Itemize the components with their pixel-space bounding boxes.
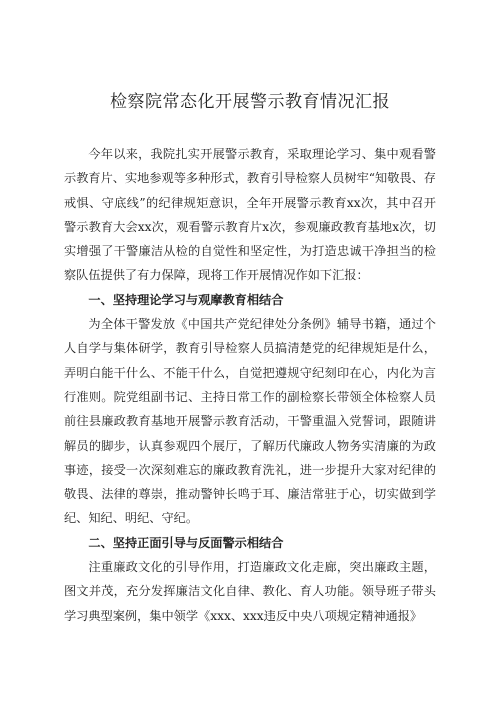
document-title: 检察院常态化开展警示教育情况汇报 bbox=[110, 92, 390, 112]
section-paragraph-2: 注重廉政文化的引导作用，打造廉政文化走廊，突出廉政主题，图文并茂，充分发挥廉洁文化自律、教化、育人功能。领导班子带头学习典型案例，集中领学《xxx、xxx违反中央八项规定精神通报》 bbox=[64, 560, 436, 623]
intro-paragraph: 今年以来，我院扎实开展警示教育，采取理论学习、集中观看警示教育片、实地参观等多种形式，教育引导检察人员树牢“知敬畏、存戒惧、守底线”的纪律规矩意识，全年开展警示教育xx次，其中召开警示教育大会xx次，观看警示教育片x次，参观廉政教育基地x次，切实增强了干警廉洁从检的自觉性和坚定性，为打造忠诚干净担当的检察队伍提供了有力保障，现将工作开展情况作如下汇报： bbox=[64, 147, 436, 283]
section-heading-1: 一、坚持理论学习与观摩教育相结合 bbox=[88, 292, 284, 307]
section-paragraph-1: 为全体干警发放《中国共产党纪律处分条例》辅导书籍，通过个人自学与集体研学，教育引导检察人员搞清楚党的纪律规矩是什么，弄明白能干什么、不能干什么，自觉把遵规守纪刻印在心，内化为言行准则。院党组副书记、主持日常工作的副检察长带领全体检察人员前往县廉政教育基地开展警示教育活动，干警重温入党誓词，跟随讲解员的脚步，认真参观四个展厅，了解历代廉政人物务实清廉的为政事迹，接受一次深刻难忘的廉政教育洗礼，进一步提升大家对纪律的敬畏、法律的尊崇，推动警钟长鸣于耳、廉洁常驻于心，切实做到学纪、知纪、明纪、守纪。 bbox=[64, 317, 436, 526]
document-body bbox=[64, 142, 436, 628]
section-heading-2: 二、坚持正面引导与反面警示相结合 bbox=[88, 535, 284, 550]
